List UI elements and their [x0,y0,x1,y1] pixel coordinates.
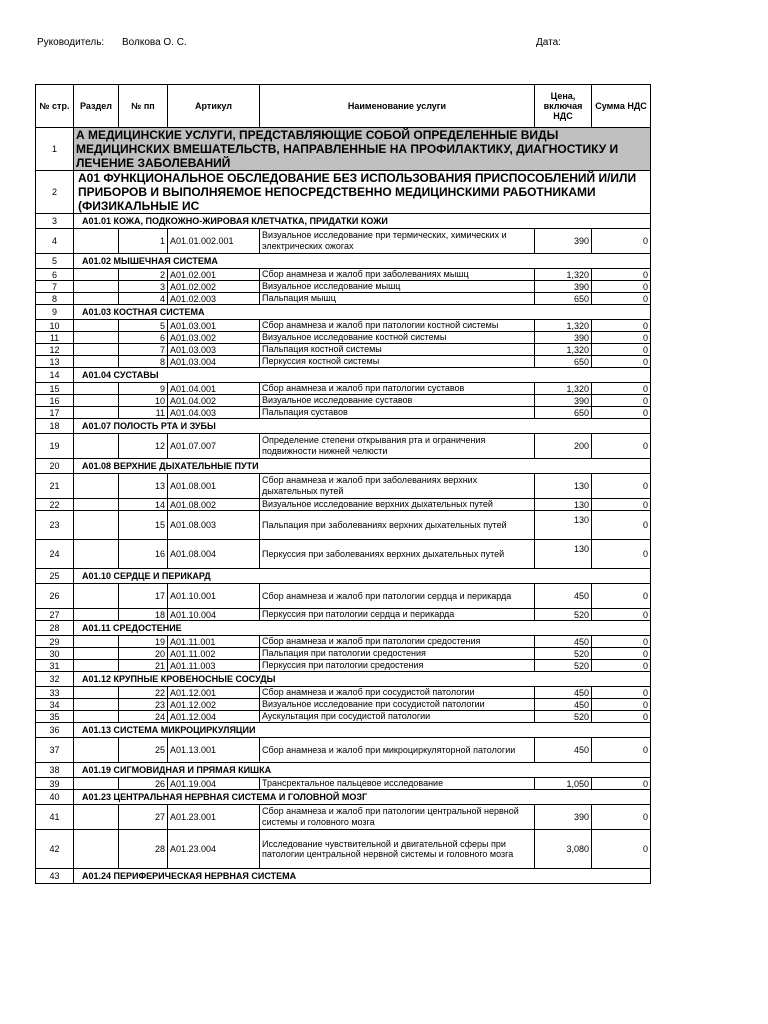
vat-cell: 0 [592,320,651,332]
price-cell: 130 [535,499,592,511]
row-number: 13 [36,356,74,368]
vat-cell: 0 [592,229,651,254]
vat-cell: 0 [592,830,651,869]
section-row [36,128,651,171]
section-cell [74,711,119,723]
price-cell: 450 [535,636,592,648]
article-code: A01.08.004 [168,540,260,569]
table-row [36,383,651,395]
article-code: A01.08.002 [168,499,260,511]
item-number: 19 [119,636,168,648]
row-number: 31 [36,660,74,672]
row-number: 10 [36,320,74,332]
section-row [36,419,651,434]
column-header: Цена, включая НДС [535,85,592,128]
vat-cell: 0 [592,636,651,648]
section-title: A01.08 ВЕРХНИЕ ДЫХАТЕЛЬНЫЕ ПУТИ [74,459,651,474]
table-row [36,434,651,459]
section-title: A01.07 ПОЛОСТЬ РТА И ЗУБЫ [74,419,651,434]
table-row [36,269,651,281]
article-code: A01.23.001 [168,805,260,830]
price-cell: 520 [535,660,592,672]
section-title: A01.10 СЕРДЦЕ И ПЕРИКАРД [74,569,651,584]
article-code: A01.03.004 [168,356,260,368]
row-number: 7 [36,281,74,293]
price-cell: 130 [535,511,592,540]
price-table [35,84,651,884]
table-row [36,636,651,648]
row-number: 3 [36,214,74,229]
price-cell: 450 [535,584,592,609]
section-cell [74,778,119,790]
service-name: Визуальное исследование верхних дыхательных путей [260,499,535,511]
section-row [36,459,651,474]
article-code: A01.03.001 [168,320,260,332]
manager-name: Волкова О. С. [122,37,187,48]
service-name: Сбор анамнеза и жалоб при патологии суставов [260,383,535,395]
price-cell: 390 [535,281,592,293]
row-number: 43 [36,869,74,884]
price-cell: 1,320 [535,320,592,332]
item-number: 9 [119,383,168,395]
vat-cell: 0 [592,609,651,621]
table-row [36,344,651,356]
article-code: A01.08.003 [168,511,260,540]
service-name: Сбор анамнеза и жалоб при патологии центральной нервной системы и головного мозга [260,805,535,830]
item-number: 1 [119,229,168,254]
column-header: Раздел [74,85,119,128]
article-code: A01.02.001 [168,269,260,281]
vat-cell: 0 [592,407,651,419]
price-cell: 450 [535,738,592,763]
row-number: 42 [36,830,74,869]
row-number: 15 [36,383,74,395]
price-cell: 390 [535,332,592,344]
table-row [36,584,651,609]
row-number: 24 [36,540,74,569]
row-number: 28 [36,621,74,636]
table-row [36,540,651,569]
item-number: 27 [119,805,168,830]
row-number: 8 [36,293,74,305]
section-title: A01.13 СИСТЕМА МИКРОЦИРКУЛЯЦИИ [74,723,651,738]
section-cell [74,636,119,648]
section-row [36,214,651,229]
vat-cell: 0 [592,738,651,763]
section-row [36,254,651,269]
row-number: 21 [36,474,74,499]
section-title: A01.23 ЦЕНТРАЛЬНАЯ НЕРВНАЯ СИСТЕМА И ГОЛОВНОЙ МОЗГ [74,790,651,805]
article-code: A01.11.002 [168,648,260,660]
row-number: 36 [36,723,74,738]
vat-cell: 0 [592,805,651,830]
service-name: Визуальное исследование мышц [260,281,535,293]
article-code: A01.04.001 [168,383,260,395]
table-row [36,499,651,511]
item-number: 22 [119,687,168,699]
item-number: 23 [119,699,168,711]
service-name: Сбор анамнеза и жалоб при патологии сердца и перикарда [260,584,535,609]
vat-cell: 0 [592,269,651,281]
vat-cell: 0 [592,474,651,499]
column-header: Наименование услуги [260,85,535,128]
article-code: A01.12.002 [168,699,260,711]
service-name: Сбор анамнеза и жалоб при патологии средостения [260,636,535,648]
section-cell [74,229,119,254]
vat-cell: 0 [592,499,651,511]
service-name: Визуальное исследование при сосудистой патологии [260,699,535,711]
table-row [36,229,651,254]
vat-cell: 0 [592,687,651,699]
vat-cell: 0 [592,383,651,395]
table-row [36,778,651,790]
vat-cell: 0 [592,584,651,609]
table-row [36,648,651,660]
service-name: Пальпация костной системы [260,344,535,356]
section-cell [74,434,119,459]
service-name: Исследование чувствительной и двигательной сферы при патологии центральной нервной системы и головного мозга [260,830,535,869]
article-code: A01.11.003 [168,660,260,672]
row-number: 18 [36,419,74,434]
section-row [36,790,651,805]
service-name: Сбор анамнеза и жалоб при микроциркуляторной патологии [260,738,535,763]
price-cell: 1,320 [535,344,592,356]
column-header: Артикул [168,85,260,128]
service-name: Перкуссия костной системы [260,356,535,368]
service-name: Определение степени открывания рта и ограничения подвижности нижней челюсти [260,434,535,459]
article-code: A01.03.002 [168,332,260,344]
vat-cell: 0 [592,511,651,540]
row-number: 6 [36,269,74,281]
row-number: 4 [36,229,74,254]
article-code: A01.10.001 [168,584,260,609]
section-cell [74,687,119,699]
row-number: 34 [36,699,74,711]
item-number: 11 [119,407,168,419]
price-cell: 520 [535,648,592,660]
section-cell [74,511,119,540]
row-number: 12 [36,344,74,356]
row-number: 30 [36,648,74,660]
section-cell [74,805,119,830]
row-number: 19 [36,434,74,459]
row-number: 33 [36,687,74,699]
article-code: A01.19.004 [168,778,260,790]
article-code: A01.08.001 [168,474,260,499]
table-row [36,395,651,407]
price-cell: 390 [535,805,592,830]
item-number: 4 [119,293,168,305]
item-number: 6 [119,332,168,344]
price-cell: 450 [535,699,592,711]
row-number: 1 [36,128,74,171]
item-number: 3 [119,281,168,293]
section-row [36,869,651,884]
article-code: A01.07.007 [168,434,260,459]
manager-label: Руководитель: [37,37,105,48]
row-number: 32 [36,672,74,687]
item-number: 21 [119,660,168,672]
service-name: Пальпация при заболеваниях верхних дыхательных путей [260,511,535,540]
table-row [36,830,651,869]
service-name: Визуальное исследование костной системы [260,332,535,344]
table-row [36,687,651,699]
price-cell: 650 [535,293,592,305]
section-cell [74,609,119,621]
article-code: A01.11.001 [168,636,260,648]
section-title: A01.24 ПЕРИФЕРИЧЕСКАЯ НЕРВНАЯ СИСТЕМА [74,869,651,884]
section-row [36,305,651,320]
price-cell: 650 [535,407,592,419]
item-number: 13 [119,474,168,499]
row-number: 5 [36,254,74,269]
section-cell [74,269,119,281]
price-cell: 520 [535,609,592,621]
price-cell: 390 [535,229,592,254]
section-cell [74,830,119,869]
service-name: Сбор анамнеза и жалоб при патологии костной системы [260,320,535,332]
section-row [36,368,651,383]
article-code: A01.10.004 [168,609,260,621]
item-number: 18 [119,609,168,621]
item-number: 7 [119,344,168,356]
item-number: 15 [119,511,168,540]
section-title: A01.11 СРЕДОСТЕНИЕ [74,621,651,636]
section-title: A01.04 СУСТАВЫ [74,368,651,383]
vat-cell: 0 [592,344,651,356]
vat-cell: 0 [592,778,651,790]
table-row [36,407,651,419]
row-number: 23 [36,511,74,540]
price-cell: 1,320 [535,269,592,281]
price-cell: 1,320 [535,383,592,395]
vat-cell: 0 [592,699,651,711]
item-number: 12 [119,434,168,459]
vat-cell: 0 [592,332,651,344]
service-name: Аускультация при сосудистой патологии [260,711,535,723]
section-row [36,569,651,584]
service-name: Визуальное исследование суставов [260,395,535,407]
article-code: A01.02.002 [168,281,260,293]
section-title: A01.01 КОЖА, ПОДКОЖНО-ЖИРОВАЯ КЛЕТЧАТКА, ПРИДАТКИ КОЖИ [74,214,651,229]
row-number: 40 [36,790,74,805]
section-cell [74,699,119,711]
section-cell [74,356,119,368]
table-row [36,609,651,621]
service-name: Пальпация при патологии средостения [260,648,535,660]
section-cell [74,540,119,569]
table-row [36,293,651,305]
section-cell [74,383,119,395]
section-title: A01.02 МЫШЕЧНАЯ СИСТЕМА [74,254,651,269]
section-cell [74,281,119,293]
column-header: Сумма НДС [592,85,651,128]
section-row [36,763,651,778]
vat-cell: 0 [592,648,651,660]
section-cell [74,320,119,332]
item-number: 5 [119,320,168,332]
section-row [36,171,651,214]
item-number: 8 [119,356,168,368]
service-name: Пальпация суставов [260,407,535,419]
price-cell: 130 [535,540,592,569]
section-cell [74,499,119,511]
row-number: 39 [36,778,74,790]
row-number: 14 [36,368,74,383]
article-code: A01.12.004 [168,711,260,723]
section-cell [74,407,119,419]
service-name: Сбор анамнеза и жалоб при заболеваниях мышц [260,269,535,281]
price-cell: 130 [535,474,592,499]
row-number: 17 [36,407,74,419]
section-title: А МЕДИЦИНСКИЕ УСЛУГИ, ПРЕДСТАВЛЯЮЩИЕ СОБОЙ ОПРЕДЕЛЕННЫЕ ВИДЫ МЕДИЦИНСКИХ ВМЕШАТЕЛЬСТВ, НАПРАВЛЕННЫЕ НА ПРОФИЛАКТИКУ, ДИАГНОСТИКУ И ЛЕЧЕНИЕ ЗАБОЛЕВАНИЙ [74,128,651,171]
item-number: 2 [119,269,168,281]
section-cell [74,584,119,609]
vat-cell: 0 [592,356,651,368]
table-row [36,281,651,293]
row-number: 11 [36,332,74,344]
vat-cell: 0 [592,660,651,672]
article-code: A01.12.001 [168,687,260,699]
table-row [36,511,651,540]
price-cell: 520 [535,711,592,723]
article-code: A01.02.003 [168,293,260,305]
table-row [36,660,651,672]
section-cell [74,332,119,344]
price-cell: 1,050 [535,778,592,790]
price-cell: 390 [535,395,592,407]
table-body [36,128,651,884]
service-name: Сбор анамнеза и жалоб при сосудистой патологии [260,687,535,699]
section-row [36,672,651,687]
item-number: 16 [119,540,168,569]
date-label: Дата: [536,37,561,48]
row-number: 16 [36,395,74,407]
item-number: 14 [119,499,168,511]
column-header: № пп [119,85,168,128]
section-row [36,621,651,636]
row-number: 27 [36,609,74,621]
item-number: 20 [119,648,168,660]
vat-cell: 0 [592,395,651,407]
row-number: 41 [36,805,74,830]
row-number: 2 [36,171,74,214]
item-number: 26 [119,778,168,790]
table-row [36,711,651,723]
table-row [36,332,651,344]
service-name: Перкуссия при патологии средостения [260,660,535,672]
section-cell [74,648,119,660]
row-number: 29 [36,636,74,648]
section-row [36,723,651,738]
item-number: 28 [119,830,168,869]
item-number: 17 [119,584,168,609]
section-title: A01.19 СИГМОВИДНАЯ И ПРЯМАЯ КИШКА [74,763,651,778]
table-row [36,738,651,763]
section-cell [74,395,119,407]
section-title: A01.12 КРУПНЫЕ КРОВЕНОСНЫЕ СОСУДЫ [74,672,651,687]
table-row [36,320,651,332]
row-number: 26 [36,584,74,609]
price-cell: 650 [535,356,592,368]
item-number: 24 [119,711,168,723]
article-code: A01.04.003 [168,407,260,419]
service-name: Сбор анамнеза и жалоб при заболеваниях верхних дыхательных путей [260,474,535,499]
row-number: 20 [36,459,74,474]
price-cell: 200 [535,434,592,459]
service-name: Визуальное исследование при термических, химических и электрических ожогах [260,229,535,254]
row-number: 37 [36,738,74,763]
item-number: 10 [119,395,168,407]
table-row [36,356,651,368]
section-title: А01 ФУНКЦИОНАЛЬНОЕ ОБСЛЕДОВАНИЕ БЕЗ ИСПОЛЬЗОВАНИЯ ПРИСПОСОБЛЕНИЙ И/ИЛИ ПРИБОРОВ И ВЫПОЛНЯЕМОЕ НЕПОСРЕДСТВЕННО МЕДИЦИНСКИМИ РАБОТНИКАМИ (ФИЗИКАЛЬНЫЕ ИС [74,171,651,214]
service-name: Пальпация мышц [260,293,535,305]
table-row [36,474,651,499]
row-number: 25 [36,569,74,584]
table-header-row [36,85,651,128]
table-row [36,699,651,711]
vat-cell: 0 [592,434,651,459]
service-name: Перкуссия при патологии сердца и перикарда [260,609,535,621]
article-code: A01.01.002.001 [168,229,260,254]
vat-cell: 0 [592,281,651,293]
article-code: A01.13.001 [168,738,260,763]
section-cell [74,293,119,305]
row-number: 38 [36,763,74,778]
price-cell: 3,080 [535,830,592,869]
section-cell [74,660,119,672]
vat-cell: 0 [592,293,651,305]
article-code: A01.03.003 [168,344,260,356]
section-cell [74,738,119,763]
service-name: Перкуссия при заболеваниях верхних дыхательных путей [260,540,535,569]
vat-cell: 0 [592,711,651,723]
section-cell [74,344,119,356]
article-code: A01.04.002 [168,395,260,407]
section-title: A01.03 КОСТНАЯ СИСТЕМА [74,305,651,320]
table-row [36,805,651,830]
vat-cell: 0 [592,540,651,569]
item-number: 25 [119,738,168,763]
row-number: 9 [36,305,74,320]
article-code: A01.23.004 [168,830,260,869]
price-cell: 450 [535,687,592,699]
row-number: 35 [36,711,74,723]
column-header: № стр. [36,85,74,128]
service-name: Трансректальное пальцевое исследование [260,778,535,790]
row-number: 22 [36,499,74,511]
section-cell [74,474,119,499]
